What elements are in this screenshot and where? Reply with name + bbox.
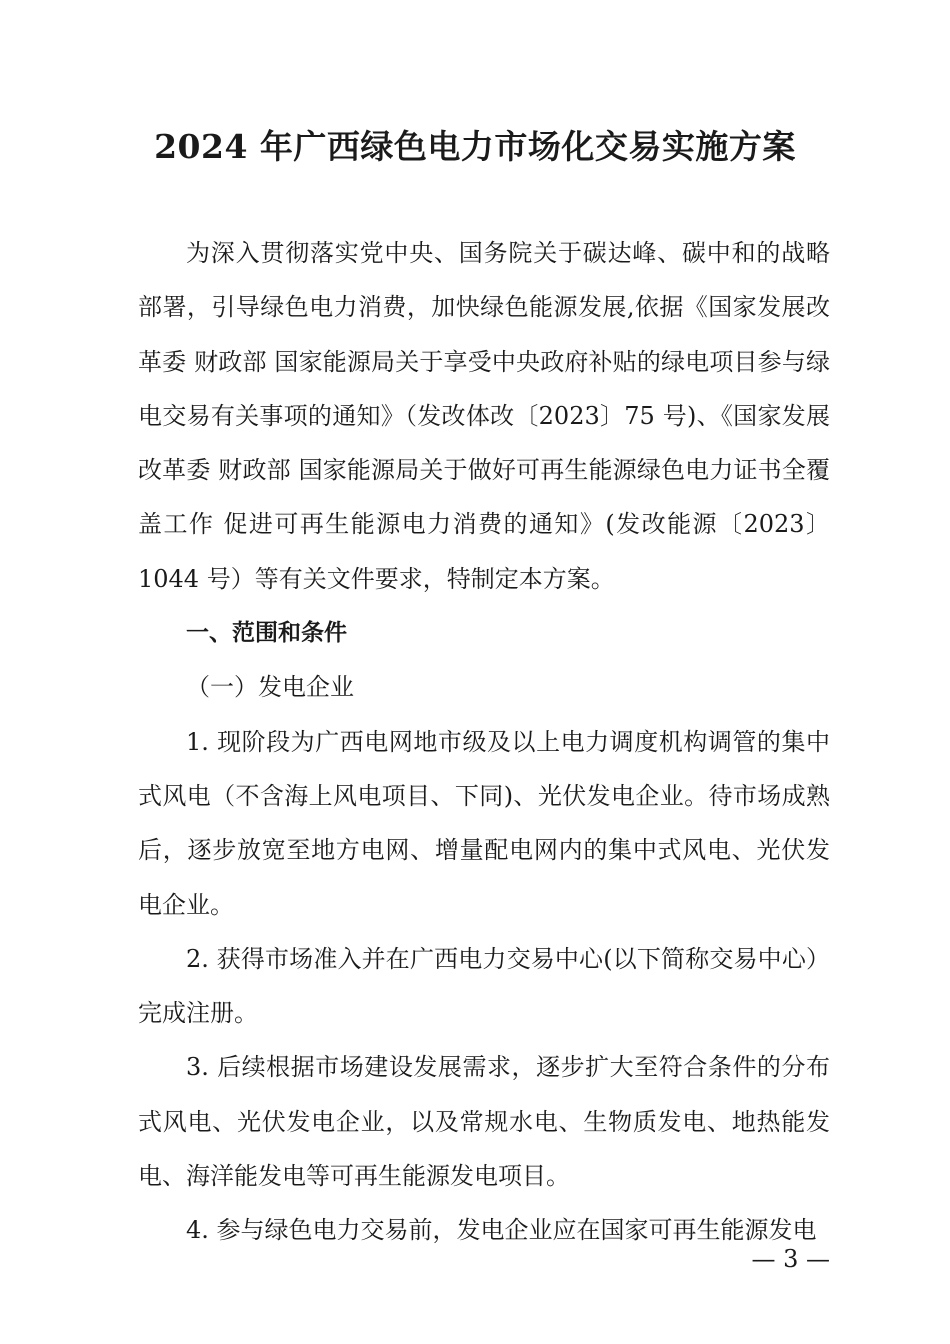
document-title: 2024 年广西绿色电力市场化交易实施方案 <box>154 127 796 166</box>
list-item-1: 1. 现阶段为广西电网地市级及以上电力调度机构调管的集中式风电（不含海上风电项目、下同)、光伏发电企业。待市场成熟后，逐步放宽至地方电网、增量配电网内的集中式风电、光伏发电企业。 <box>138 727 830 919</box>
subsection-heading: （一）发电企业 <box>186 673 354 702</box>
list-item-2: 2. 获得市场准入并在广西电力交易中心(以下简称交易中心）完成注册。 <box>138 944 830 1028</box>
document-body <box>138 226 830 1258</box>
list-item-3: 3. 后续根据市场建设发展需求，逐步扩大至符合条件的分布式风电、光伏发电企业，以及常规水电、生物质发电、地热能发电、海洋能发电等可再生能源发电项目。 <box>138 1053 830 1191</box>
page-number: — 3 — <box>751 1245 830 1273</box>
list-item-4: 4. 参与绿色电力交易前，发电企业应在国家可再生能源发电 <box>186 1216 817 1245</box>
intro-paragraph: 为深入贯彻落实党中央、国务院关于碳达峰、碳中和的战略部署，引导绿色电力消费，加快绿色能源发展,依据《国家发展改革委 财政部 国家能源局关于享受中央政府补贴的绿电项目参与绿电交易有关事项的通知》（发改体改〔2023〕75 号)、《国家发展改革委 财政部 国家能源局关于做好可再生能源绿色电力证书全覆盖工作 促进可再生能源电力消费的通知》(发改能源〔2023〕1044 号）等有关文件要求，特制定本方案。 <box>138 239 830 593</box>
section-heading: 一、范围和条件 <box>186 620 347 647</box>
